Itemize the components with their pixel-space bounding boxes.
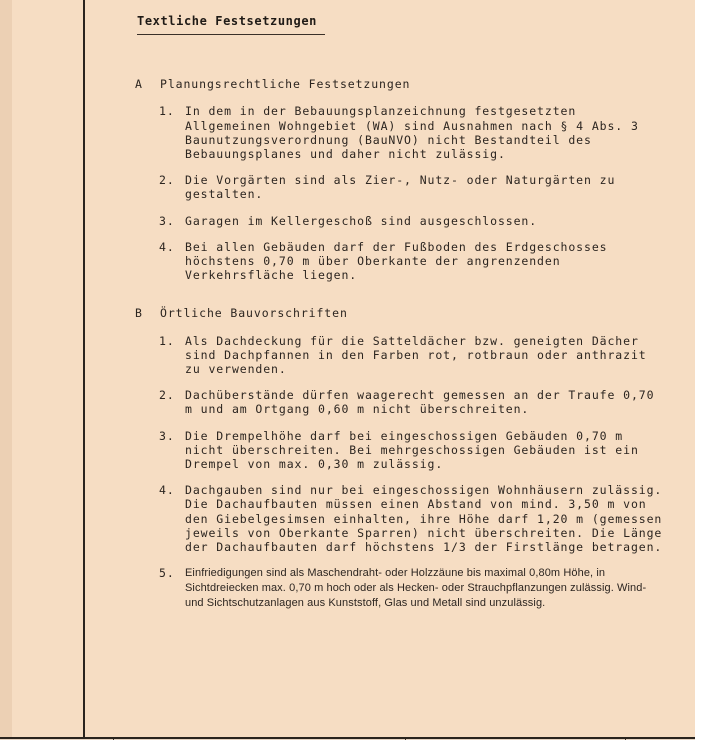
- bottom-tick: [405, 739, 406, 740]
- item-number: 2.: [159, 173, 175, 188]
- section-heading: [135, 77, 667, 91]
- margin-rule: [83, 0, 85, 740]
- item-text: Die Vorgärten sind als Zier-, Nutz- oder Naturgärten zu gestalten.: [185, 173, 616, 202]
- item-number: 4.: [159, 483, 175, 498]
- item-number: 4.: [159, 239, 175, 254]
- section-title: Örtliche Bauvorschriften: [160, 306, 348, 321]
- list-item: [159, 483, 667, 554]
- list-item: [159, 173, 667, 201]
- item-number: 5.: [159, 566, 175, 581]
- item-text: Garagen im Kellergeschoß sind ausgeschlossen.: [185, 213, 538, 228]
- item-number: 3.: [159, 213, 175, 228]
- item-text: Dachgauben sind nur bei eingeschossigen Wohnhäusern zulässig. Die Dachaufbauten müssen einen Abstand von mind. 3,50 m von den Giebelgesimsen einhalten, ihre Höhe darf 1,20 m (gemessen jeweils von Oberkante Sparren) nicht überschreiten. Die Länge der Dachaufbauten darf höchstens 1/3 der Firstlänge betragen.: [185, 483, 663, 555]
- left-paper-stripe: [0, 0, 12, 740]
- list-item: [159, 104, 667, 161]
- item-text: Bei allen Gebäuden darf der Fußboden des Erdgeschosses höchstens 0,70 m über Oberkante der angrenzenden Verkehrsfläche liegen.: [185, 239, 608, 283]
- section-items: [159, 104, 667, 282]
- item-text: Die Drempelhöhe darf bei eingeschossigen Gebäuden 0,70 m nicht überschreiten. Bei mehrgeschossigen Gebäuden ist ein Drempel von max. 0,30 m zulässig.: [185, 428, 639, 472]
- document-content: [137, 14, 667, 623]
- section-title: Planungsrechtliche Festsetzungen: [160, 77, 411, 92]
- item-text: Dachüberstände dürfen waagerecht gemessen an der Traufe 0,70 m und am Ortgang 0,60 m nicht überschreiten.: [185, 388, 655, 417]
- list-item: [159, 214, 667, 228]
- item-number: 2.: [159, 388, 175, 403]
- item-number: 3.: [159, 428, 175, 443]
- section-b: [135, 306, 667, 611]
- item-text: Als Dachdeckung für die Satteldächer bzw. geneigten Dächer sind Dachpfannen in den Farben rot, rotbraun oder anthrazit zu verwenden.: [185, 333, 647, 377]
- item-number: 1.: [159, 104, 175, 119]
- list-item: [159, 240, 667, 283]
- section-heading: [135, 306, 667, 320]
- bottom-paper-strip: [0, 739, 695, 740]
- list-item: [159, 429, 667, 472]
- section-a: [135, 77, 667, 282]
- item-text: In dem in der Bebauungsplanzeichnung festgesetzten Allgemeinen Wohngebiet (WA) sind Ausnahmen nach § 4 Abs. 3 Baunutzungsverordnung (BauNVO) nicht Bestandteil des Bebauungsplanes und daher nicht zulässig.: [185, 104, 639, 162]
- document-title: Textliche Festsetzungen: [137, 14, 325, 35]
- section-items: [159, 334, 667, 612]
- scan-right-margin: [695, 0, 710, 750]
- list-item: [159, 566, 667, 611]
- item-number: 1.: [159, 333, 175, 348]
- bottom-tick: [113, 739, 114, 740]
- section-letter: B: [135, 306, 143, 321]
- bottom-tick: [625, 739, 626, 740]
- item-text: Einfriedigungen sind als Maschendraht- oder Holzzäune bis maximal 0,80m Höhe, in Sichtdreiecken max. 0,70 m hoch oder als Hecken- oder Strauchpflanzungen zulässig. Wind- und Sichtschutzanlagen aus Kunststoff, Glas und Metall sind unzulässig.: [185, 567, 647, 610]
- section-letter: A: [135, 77, 143, 92]
- list-item: [159, 388, 667, 416]
- list-item: [159, 334, 667, 377]
